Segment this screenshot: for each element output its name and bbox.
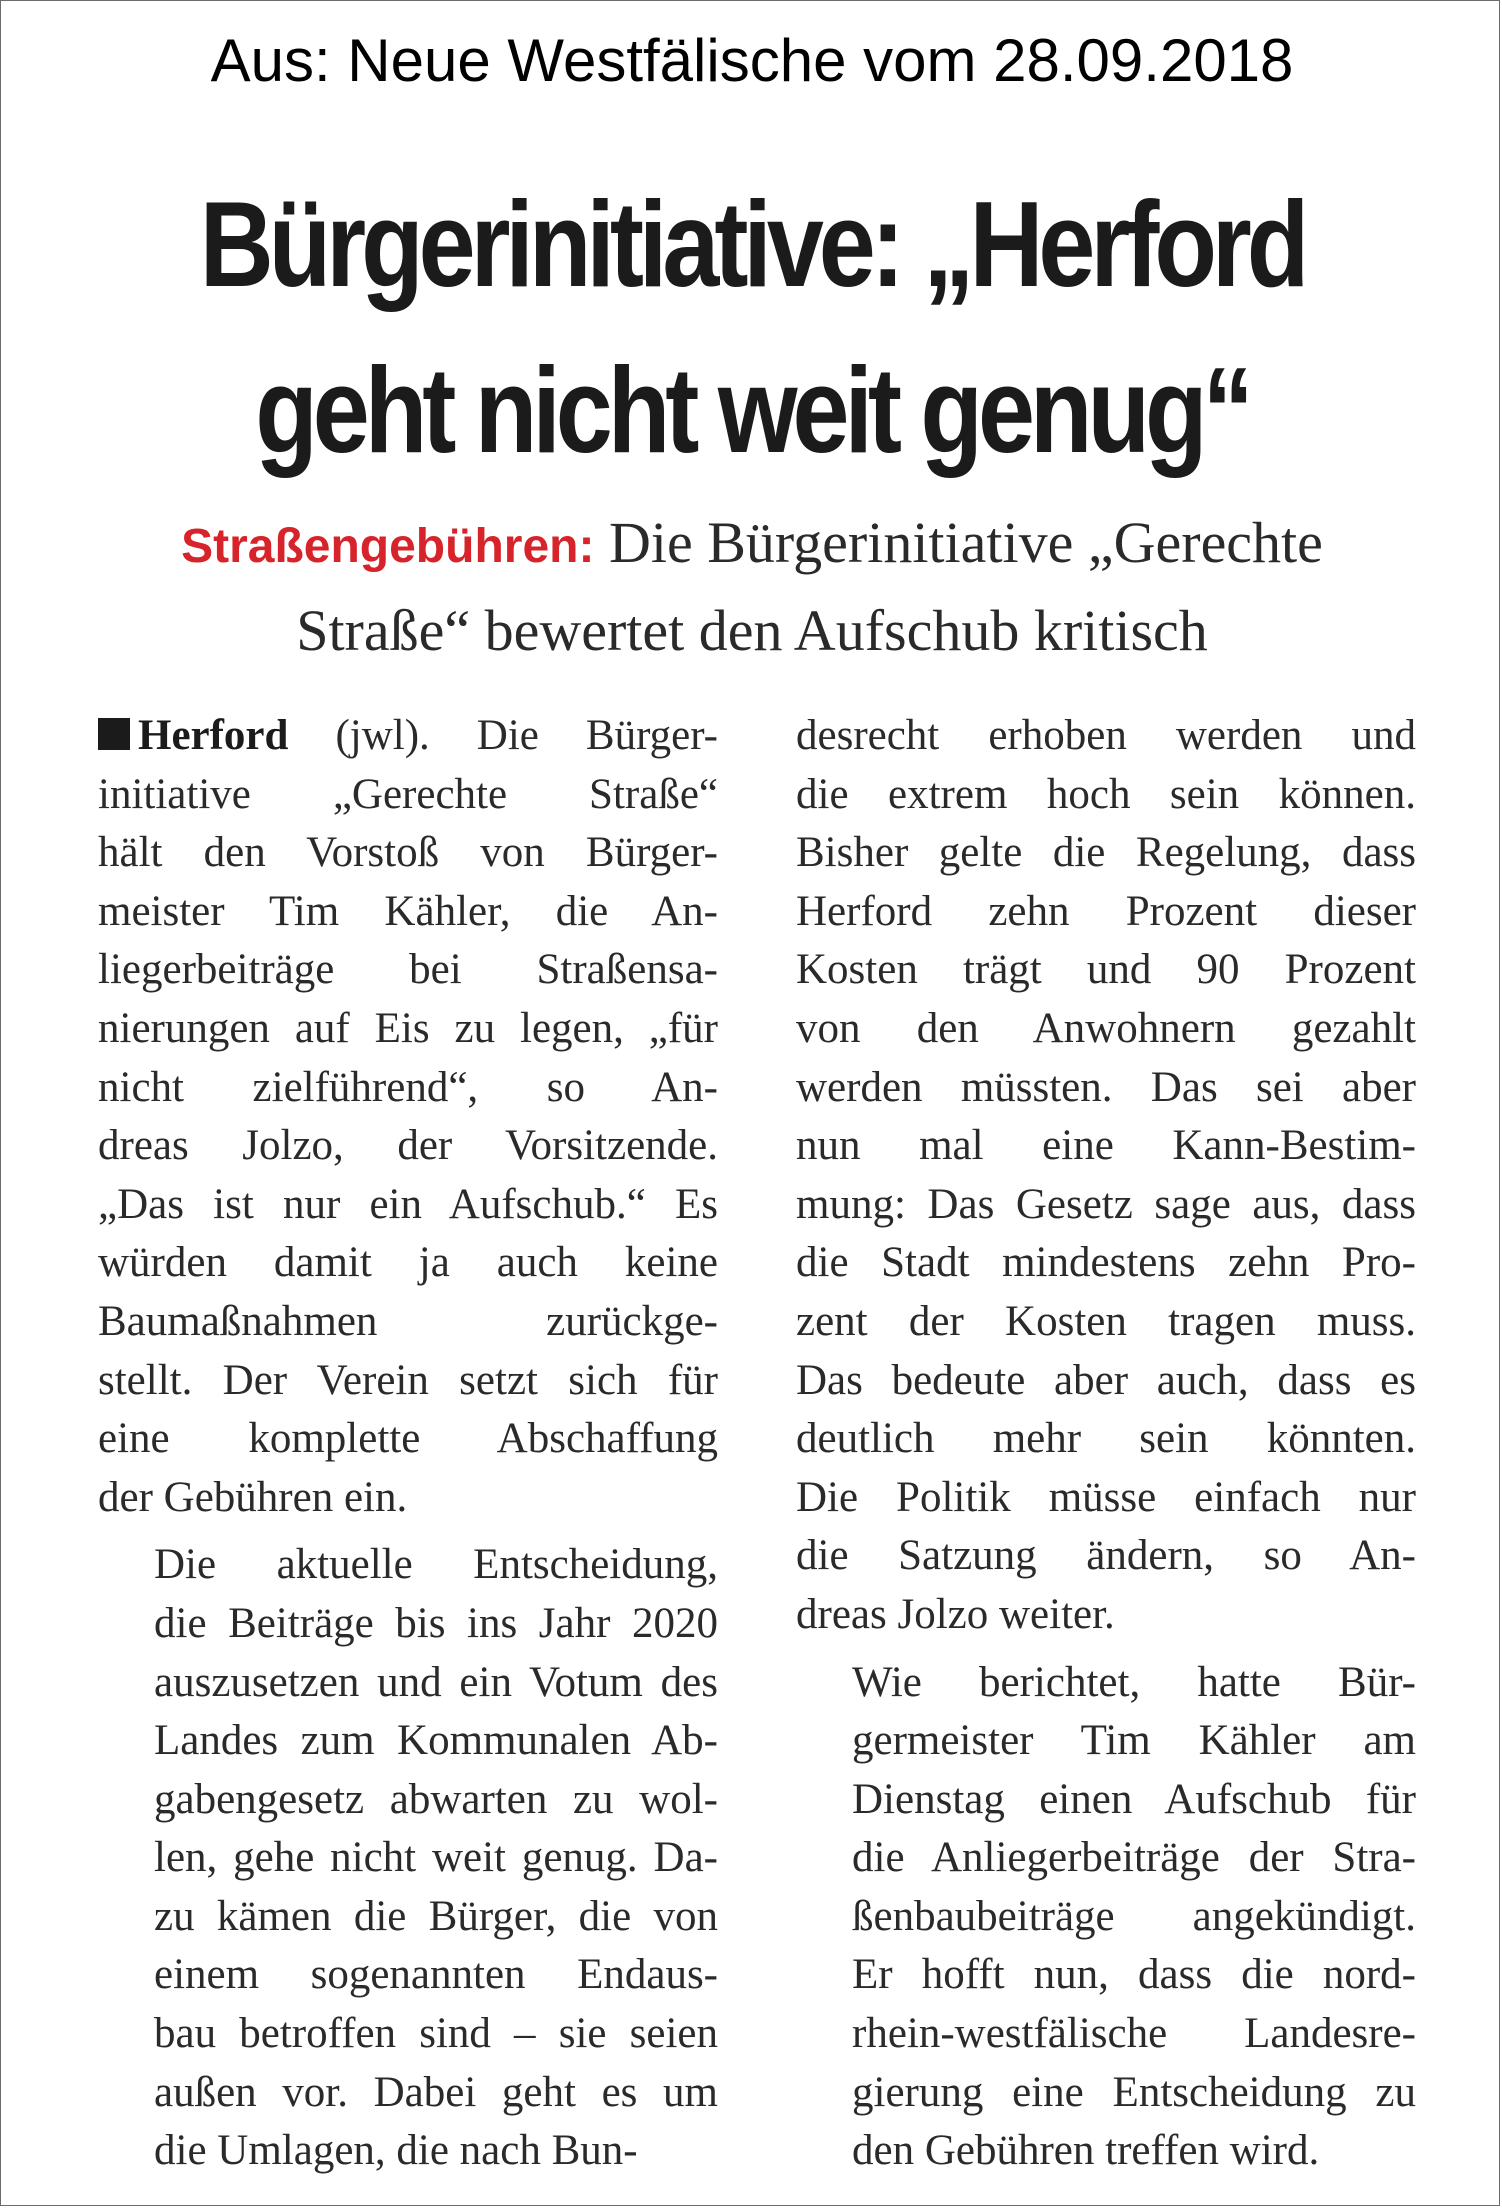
line-text: nicht zielführend“, so An- bbox=[98, 1063, 718, 1111]
text-line bbox=[98, 2064, 718, 2123]
article-column-right bbox=[796, 707, 1416, 2190]
text-line bbox=[98, 941, 718, 1000]
line-text: Kosten trägt und 90 Prozent bbox=[796, 946, 1416, 994]
paragraph bbox=[98, 1536, 718, 2181]
line-text: die Beiträge bis ins Jahr 2020 bbox=[154, 1599, 718, 1647]
line-text: Landes zum Kommunalen Ab- bbox=[154, 1717, 718, 1765]
subheadline bbox=[61, 501, 1443, 673]
text-line bbox=[796, 1234, 1416, 1293]
text-line bbox=[796, 1527, 1416, 1586]
line-text: Bisher gelte die Regelung, dass bbox=[796, 829, 1416, 877]
paragraph bbox=[796, 707, 1416, 1645]
line-text: zu kämen die Bürger, die von bbox=[154, 1892, 718, 1940]
line-text: einem sogenannten Endaus- bbox=[154, 1951, 718, 1999]
line-text: Dienstag einen Aufschub für bbox=[852, 1775, 1416, 1823]
text-line bbox=[796, 766, 1416, 825]
line-text: hält den Vorstoß von Bürger- bbox=[98, 829, 718, 877]
text-line bbox=[796, 2064, 1416, 2123]
paragraph bbox=[98, 707, 718, 1527]
paragraph bbox=[796, 1654, 1416, 2181]
text-line bbox=[796, 1771, 1416, 1830]
line-text: dreas Jolzo weiter. bbox=[796, 1590, 1115, 1638]
text-line bbox=[98, 883, 718, 942]
headline bbox=[155, 161, 1349, 493]
kicker: Straßengebühren: bbox=[181, 520, 595, 573]
text-line bbox=[796, 1352, 1416, 1411]
line-text: gabengesetz abwarten zu wol- bbox=[154, 1775, 718, 1823]
text-line bbox=[98, 1654, 718, 1713]
text-line bbox=[796, 1469, 1416, 1528]
headline-line-2: geht nicht weit genug“ bbox=[255, 342, 1249, 478]
text-line bbox=[796, 883, 1416, 942]
text-line bbox=[796, 2005, 1416, 2064]
text-line bbox=[796, 1293, 1416, 1352]
subhead-line-1 bbox=[61, 501, 1443, 589]
line-text: eine komplette Abschaffung bbox=[98, 1415, 718, 1463]
text-line bbox=[98, 1352, 718, 1411]
line-text: Baumaßnahmen zurückge- bbox=[98, 1297, 718, 1345]
line-text: zent der Kosten tragen muss. bbox=[796, 1297, 1416, 1345]
text-line bbox=[98, 1117, 718, 1176]
line-text: ßenbaubeiträge angekündigt. bbox=[852, 1892, 1416, 1940]
text-line bbox=[98, 2005, 718, 2064]
subhead-line-2: Straße“ bewertet den Aufschub kritisch bbox=[296, 598, 1208, 663]
text-line bbox=[98, 1946, 718, 2005]
line-text: liegerbeiträge bei Straßensa- bbox=[98, 946, 718, 994]
line-text: Wie berichtet, hatte Bür- bbox=[852, 1658, 1416, 1706]
text-line bbox=[98, 1000, 718, 1059]
line-text: die Umlagen, die nach Bun- bbox=[154, 2127, 638, 2175]
line-text: nun mal eine Kann-Bestim- bbox=[796, 1122, 1416, 1170]
text-line bbox=[796, 1176, 1416, 1235]
text-line bbox=[98, 1536, 718, 1595]
text-line bbox=[796, 1000, 1416, 1059]
text-line bbox=[98, 707, 718, 766]
text-line bbox=[796, 1829, 1416, 1888]
text-line bbox=[98, 1595, 718, 1654]
line-text: meister Tim Kähler, die An- bbox=[98, 887, 718, 935]
text-line bbox=[98, 1469, 718, 1528]
text-line bbox=[796, 1946, 1416, 2005]
text-line bbox=[98, 1712, 718, 1771]
line-text: desrecht erhoben werden und bbox=[796, 712, 1416, 759]
square-bullet-icon bbox=[98, 718, 130, 750]
text-line bbox=[796, 1117, 1416, 1176]
line-text: stellt. Der Verein setzt sich für bbox=[98, 1356, 718, 1404]
line-text: Die aktuelle Entscheidung, bbox=[154, 1541, 718, 1589]
line-text: „Das ist nur ein Aufschub.“ Es bbox=[98, 1180, 718, 1228]
text-line bbox=[98, 1293, 718, 1352]
text-line bbox=[796, 941, 1416, 1000]
line-text: der Gebühren ein. bbox=[98, 1473, 408, 1521]
text-line bbox=[98, 824, 718, 883]
dateline: Herford bbox=[138, 712, 289, 759]
text-line bbox=[796, 1059, 1416, 1118]
line-text: (jwl). Die Bürger- bbox=[288, 712, 718, 759]
text-line bbox=[98, 766, 718, 825]
line-text: auszusetzen und ein Votum des bbox=[154, 1658, 718, 1706]
article-column-left bbox=[98, 707, 718, 2190]
text-line bbox=[796, 1654, 1416, 1713]
source-caption: Aus: Neue Westfälische vom 28.09.2018 bbox=[210, 27, 1294, 94]
line-text: Er hofft nun, dass die nord- bbox=[852, 1951, 1416, 1999]
subhead-text-1: Die Bürgerinitiative „Gerechte bbox=[594, 510, 1323, 575]
text-line bbox=[796, 1888, 1416, 1947]
line-text: deutlich mehr sein könnten. bbox=[796, 1415, 1416, 1463]
text-line bbox=[98, 2122, 718, 2181]
line-text: von den Anwohnern gezahlt bbox=[796, 1004, 1416, 1052]
line-text: mung: Das Gesetz sage aus, dass bbox=[796, 1180, 1416, 1228]
line-text: den Gebühren treffen wird. bbox=[852, 2127, 1320, 2175]
text-line bbox=[796, 707, 1416, 766]
text-line bbox=[796, 1410, 1416, 1469]
line-text: würden damit ja auch keine bbox=[98, 1239, 718, 1287]
line-text: Die Politik müsse einfach nur bbox=[796, 1473, 1416, 1521]
text-line bbox=[796, 1586, 1416, 1645]
text-line bbox=[98, 1234, 718, 1293]
line-text: außen vor. Dabei geht es um bbox=[154, 2068, 718, 2116]
text-line bbox=[98, 1829, 718, 1888]
line-text: die extrem hoch sein können. bbox=[796, 770, 1416, 818]
line-text: gierung eine Entscheidung zu bbox=[852, 2068, 1416, 2116]
line-text: bau betroffen sind – sie seien bbox=[154, 2010, 718, 2058]
line-text: Herford zehn Prozent dieser bbox=[796, 887, 1416, 935]
line-text: len, gehe nicht weit genug. Da- bbox=[154, 1834, 718, 1882]
text-line bbox=[98, 1059, 718, 1118]
text-line bbox=[98, 1176, 718, 1235]
text-line bbox=[796, 2122, 1416, 2181]
line-text: die Stadt mindestens zehn Pro- bbox=[796, 1239, 1416, 1287]
line-text: dreas Jolzo, der Vorsitzende. bbox=[98, 1122, 718, 1170]
line-text: Das bedeute aber auch, dass es bbox=[796, 1356, 1416, 1404]
text-line bbox=[98, 1771, 718, 1830]
line-text: rhein-westfälische Landesre- bbox=[852, 2010, 1416, 2058]
text-line bbox=[796, 1712, 1416, 1771]
line-text: nierungen auf Eis zu legen, „für bbox=[98, 1004, 718, 1052]
text-line bbox=[796, 824, 1416, 883]
text-line bbox=[98, 1888, 718, 1947]
line-text: die Anliegerbeiträge der Stra- bbox=[852, 1834, 1416, 1882]
line-text: werden müssten. Das sei aber bbox=[796, 1063, 1416, 1111]
line-text: initiative „Gerechte Straße“ bbox=[98, 770, 718, 818]
text-line bbox=[98, 1410, 718, 1469]
line-text: die Satzung ändern, so An- bbox=[796, 1532, 1416, 1580]
line-text: germeister Tim Kähler am bbox=[852, 1717, 1416, 1765]
headline-line-1: Bürgerinitiative: „Herford bbox=[199, 176, 1305, 312]
